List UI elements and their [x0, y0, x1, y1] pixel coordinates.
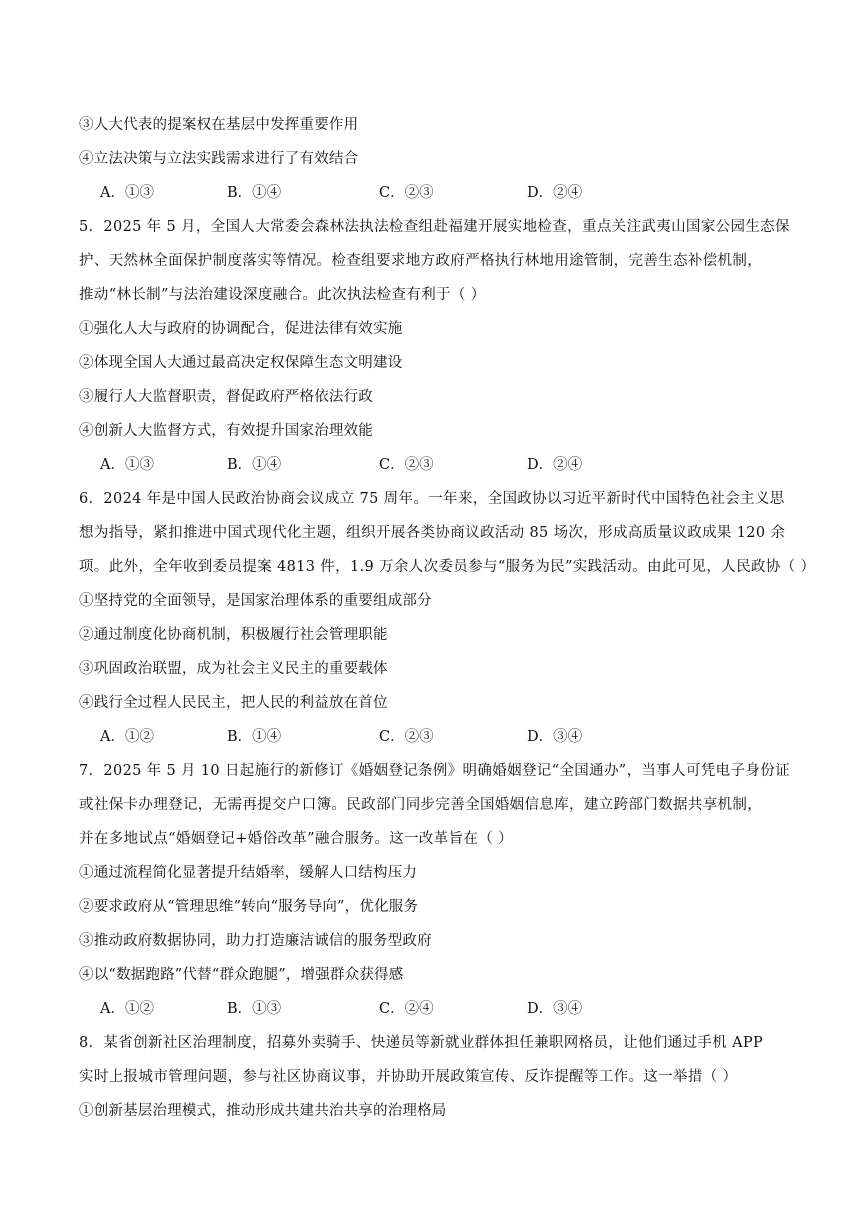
answer-choice-d[interactable]: D．②④ — [527, 185, 583, 201]
question-stem-line: 实时上报城市管理问题，参与社区协商议事，并协助开展政策宣传、反诈提醒等工作。这一举措（ ） — [79, 1069, 738, 1085]
answer-choices — [79, 720, 784, 754]
option-line: ④立法决策与立法实践需求进行了有效结合 — [79, 151, 359, 167]
answer-choice-a[interactable]: A．①③ — [100, 185, 154, 201]
question-stem-line: 想为指导，紧扣推进中国式现代化主题，组织开展各类协商议政活动 85 场次，形成高质量议政成果 120 余 — [79, 525, 786, 541]
answer-choices — [79, 176, 784, 210]
question-stem-line: 护、天然林全面保护制度落实等情况。检查组要求地方政府严格执行林地用途管制，完善生态补偿机制， — [79, 253, 763, 269]
question-stem-line: 推动“林长制”与法治建设深度融合。此次执法检查有利于（ ） — [79, 287, 486, 303]
answer-choice-c[interactable]: C．②③ — [379, 457, 434, 473]
option-line: ③推动政府数据协同，助力打造廉洁诚信的服务型政府 — [79, 933, 432, 949]
answer-choice-c[interactable]: C．②④ — [379, 1001, 434, 1017]
answer-choice-b[interactable]: B．①④ — [227, 457, 282, 473]
answer-choice-d[interactable]: D．③④ — [527, 1001, 583, 1017]
option-line: ④创新人大监督方式，有效提升国家治理效能 — [79, 423, 373, 439]
option-line: ①强化人大与政府的协调配合，促进法律有效实施 — [79, 321, 403, 337]
question-8 — [79, 1026, 784, 1128]
question-6 — [79, 482, 816, 754]
answer-choices — [79, 448, 784, 482]
answer-choice-b[interactable]: B．①④ — [227, 185, 282, 201]
question-7 — [79, 754, 790, 1026]
answer-choice-a[interactable]: A．①② — [100, 729, 154, 745]
question-stem-line: 8．某省创新社区治理制度，招募外卖骑手、快递员等新就业群体担任兼职网格员，让他们通过手机 APP — [79, 1035, 764, 1051]
option-line: ③履行人大监督职责，督促政府严格依法行政 — [79, 389, 373, 405]
question-stem-line: 6．2024 年是中国人民政治协商会议成立 75 周年。一年来，全国政协以习近平新时代中国特色社会主义思 — [79, 491, 785, 507]
answer-choice-d[interactable]: D．②④ — [527, 457, 583, 473]
option-line: ①坚持党的全面领导，是国家治理体系的重要组成部分 — [79, 593, 432, 609]
option-line: ②要求政府从“管理思维”转向“服务导向”，优化服务 — [79, 899, 419, 915]
option-line: ①创新基层治理模式，推动形成共建共治共享的治理格局 — [79, 1103, 447, 1119]
answer-choices — [79, 992, 784, 1026]
question-stem-line: 或社保卡办理登记，无需再提交户口簿。民政部门同步完善全国婚姻信息库，建立跨部门数据共享机制， — [79, 797, 763, 813]
option-line: ②体现全国人大通过最高决定权保障生态文明建设 — [79, 355, 403, 371]
question-content — [79, 108, 816, 1128]
answer-choice-c[interactable]: C．②③ — [379, 185, 434, 201]
option-line: ④以“数据跑路”代替“群众跑腿”，增强群众获得感 — [79, 967, 404, 983]
answer-choice-b[interactable]: B．①④ — [227, 729, 282, 745]
answer-choice-a[interactable]: A．①③ — [100, 457, 154, 473]
question-stem-line: 并在多地试点“婚姻登记+婚俗改革”融合服务。这一改革旨在（ ） — [79, 831, 513, 847]
question-stem-line: 7．2025 年 5 月 10 日起施行的新修订《婚姻登记条例》明确婚姻登记“全国通办”，当事人可凭电子身份证 — [79, 763, 790, 779]
question-stem-line: 项。此外，全年收到委员提案 4813 件，1.9 万余人次委员参与“服务为民”实践活动。由此可见，人民政协（ ） — [79, 559, 816, 575]
question-4-tail — [79, 108, 784, 210]
option-line: ②通过制度化协商机制，积极履行社会管理职能 — [79, 627, 388, 643]
answer-choice-c[interactable]: C．②③ — [379, 729, 434, 745]
answer-choice-a[interactable]: A．①② — [100, 1001, 154, 1017]
option-line: ④践行全过程人民民主，把人民的利益放在首位 — [79, 695, 388, 711]
option-line: ③人大代表的提案权在基层中发挥重要作用 — [79, 117, 359, 133]
question-5 — [79, 210, 790, 482]
option-line: ①通过流程简化显著提升结婚率，缓解人口结构压力 — [79, 865, 418, 881]
question-stem-line: 5．2025 年 5 月，全国人大常委会森林法执法检查组赴福建开展实地检查，重点关注武夷山国家公园生态保 — [79, 219, 790, 235]
option-line: ③巩固政治联盟，成为社会主义民主的重要载体 — [79, 661, 388, 677]
answer-choice-d[interactable]: D．③④ — [527, 729, 583, 745]
answer-choice-b[interactable]: B．①③ — [227, 1001, 282, 1017]
